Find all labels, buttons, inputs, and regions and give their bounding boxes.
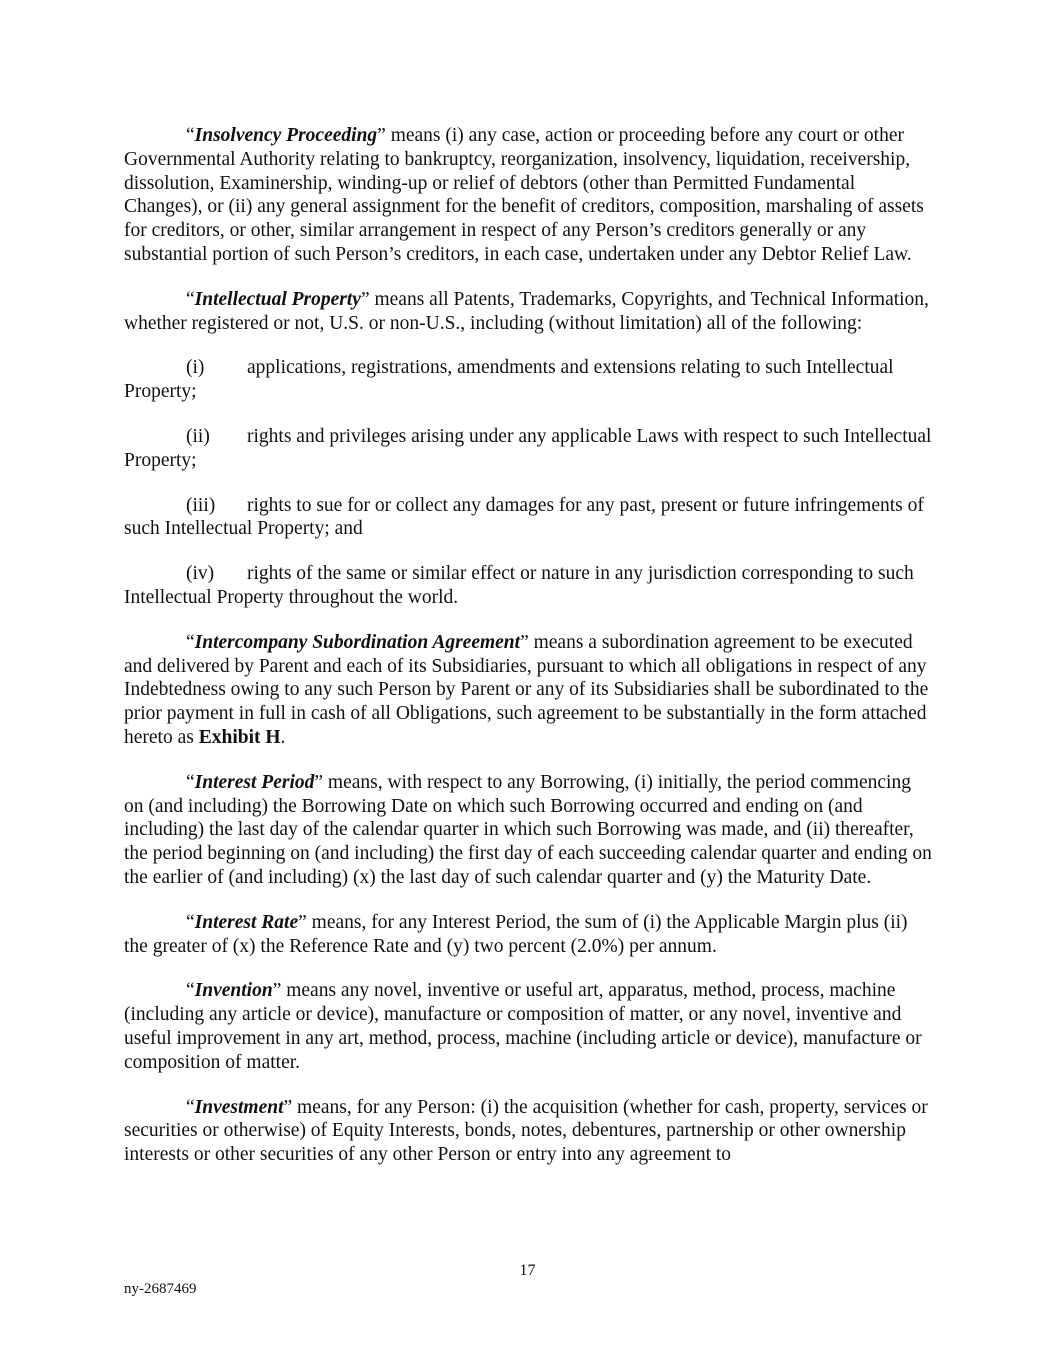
definition-intellectual-property: “Intellectual Property” means all Patents, Trademarks, Copyrights, and Technical Information, whether registered or not, U.S. or non-U.S., including (without limitation) all of the following: xyxy=(124,288,929,334)
definition-text: ” means (i) any case, action or proceeding before any court or other Governmental Authority relating to bankruptcy, reorganization, insolvency, liquidation, receivership, dissolution, Examinership, winding-up or relief of debtors (other than Permitted Fundamental Changes), or (ii) any general assignment for the benefit of creditors, composition, marshaling of assets for creditors, or other, similar arrangement in respect of any Person’s creditors generally or any substantial portion of such Person’s creditors, in each case, undertaken under any Debtor Relief Law. xyxy=(124,125,924,265)
list-item-text: rights of the same or similar effect or nature in any jurisdiction corresponding to such Intellectual Property throughout the world. xyxy=(124,563,914,608)
definition-text: ” means any novel, inventive or useful art, apparatus, method, process, machine (including any article or device), manufacture or composition of matter, or any novel, inventive and useful improvement in any art, method, process, machine (including article or device), manufacture or composition of matter. xyxy=(124,980,922,1073)
list-item xyxy=(124,356,934,404)
definition-text: ” means, with respect to any Borrowing, (i) initially, the period commencing on (and including) the Borrowing Date on which such Borrowing occurred and ending on (and including) the last day of the calendar quarter in which such Borrowing was made, and (ii) thereafter, the period beginning on (and including) the first day of each succeeding calendar quarter and ending on the earlier of (and including) (x) the last day of such calendar quarter and (y) the Maturity Date. xyxy=(124,771,932,888)
defined-term: Invention xyxy=(194,980,273,1002)
defined-term: Investment xyxy=(194,1096,284,1118)
definition-investment: “Investment” means, for any Person: (i) the acquisition (whether for cash, property, services or securities or otherwise) of Equity Interests, bonds, notes, debentures, partnership or other ownership interests or other securities of any other Person or entry into any agreement to xyxy=(124,1096,928,1166)
document-body xyxy=(124,124,934,1188)
document-id: ny-2687469 xyxy=(124,1281,197,1297)
defined-term: Interest Rate xyxy=(194,911,299,933)
list-item-text: applications, registrations, amendments and extensions relating to such Intellectual Property; xyxy=(124,357,894,403)
definition-text: ” means all Patents, Trademarks, Copyrights, and Technical Information, whether registered or not, U.S. or non-U.S., including (without limitation) all of the following: xyxy=(124,288,929,334)
list-item-text: rights and privileges arising under any applicable Laws with respect to such Intellectual Property; xyxy=(124,425,932,471)
defined-term: Interest Period xyxy=(194,771,315,793)
list-item-number: (ii) xyxy=(186,425,210,447)
definition-text: ” means, for any Interest Period, the sum of (i) the Applicable Margin plus (ii) the greater of (x) the Reference Rate and (y) two percent (2.0%) per annum. xyxy=(124,911,908,957)
page-number: 17 xyxy=(519,1262,536,1279)
defined-term: Insolvency Proceeding xyxy=(194,125,378,146)
list-item-text: rights to sue for or collect any damages for any past, present or future infringements of such Intellectual Property; and xyxy=(124,494,924,540)
defined-term: Intellectual Property xyxy=(194,288,361,310)
definition-interest-rate: “Interest Rate” means, for any Interest Period, the sum of (i) the Applicable Margin plus (ii) the greater of (x) the Reference Rate and (y) two percent (2.0%) per annum. xyxy=(124,911,908,957)
definition-text: ” means, for any Person: (i) the acquisition (whether for cash, property, services or securities or otherwise) of Equity Interests, bonds, notes, debentures, partnership or other ownership interests or other securities of any other Person or entry into any agreement to xyxy=(124,1096,928,1166)
exhibit-reference: Exhibit H xyxy=(198,726,281,748)
list-item xyxy=(124,562,934,610)
definition-text: ” means a subordination agreement to be executed and delivered by Parent and each of its Subsidiaries, pursuant to which all obligations in respect of any Indebtedness owing to any such Person by Parent or any of its Subsidiaries shall be subordinated to the prior payment in full in cash of all Obligations, such agreement to be substantially in the form attached hereto as xyxy=(124,631,929,748)
defined-term: Intercompany Subordination Agreement xyxy=(194,631,521,653)
list-item-number: (iv) xyxy=(186,563,215,585)
list-item xyxy=(124,425,934,473)
list-item-number: (i) xyxy=(186,357,205,379)
definition-insolvency-proceeding: “Insolvency Proceeding” means (i) any case, action or proceeding before any court or other Governmental Authority relating to bankruptcy, reorganization, insolvency, liquidation, receivership, dissolution, Examinership, winding-up or relief of debtors (other than Permitted Fundamental Changes), or (ii) any general assignment for the benefit of creditors, composition, marshaling of assets for creditors, or other, similar arrangement in respect of any Person’s creditors generally or any substantial portion of such Person’s creditors, in each case, undertaken under any Debtor Relief Law. xyxy=(124,125,924,265)
list-item xyxy=(124,494,934,542)
definition-end: . xyxy=(280,726,286,748)
definition-invention: “Invention” means any novel, inventive or useful art, apparatus, method, process, machine (including any article or device), manufacture or composition of matter, or any novel, inventive and useful improvement in any art, method, process, machine (including article or device), manufacture or composition of matter. xyxy=(124,980,922,1073)
definition-interest-period: “Interest Period” means, with respect to any Borrowing, (i) initially, the period commencing on (and including) the Borrowing Date on which such Borrowing occurred and ending on (and including) the last day of the calendar quarter in which such Borrowing was made, and (ii) thereafter, the period beginning on (and including) the first day of each succeeding calendar quarter and ending on the earlier of (and including) (x) the last day of such calendar quarter and (y) the Maturity Date. xyxy=(124,771,932,888)
list-item-number: (iii) xyxy=(186,494,216,516)
definition-intercompany-subordination-agreement: “Intercompany Subordination Agreement” means a subordination agreement to be executed and delivered by Parent and each of its Subsidiaries, pursuant to which all obligations in respect of any Indebtedness owing to any such Person by Parent or any of its Subsidiaries shall be subordinated to the prior payment in full in cash of all Obligations, such agreement to be substantially in the form attached hereto as Exhibit H. xyxy=(124,631,929,748)
